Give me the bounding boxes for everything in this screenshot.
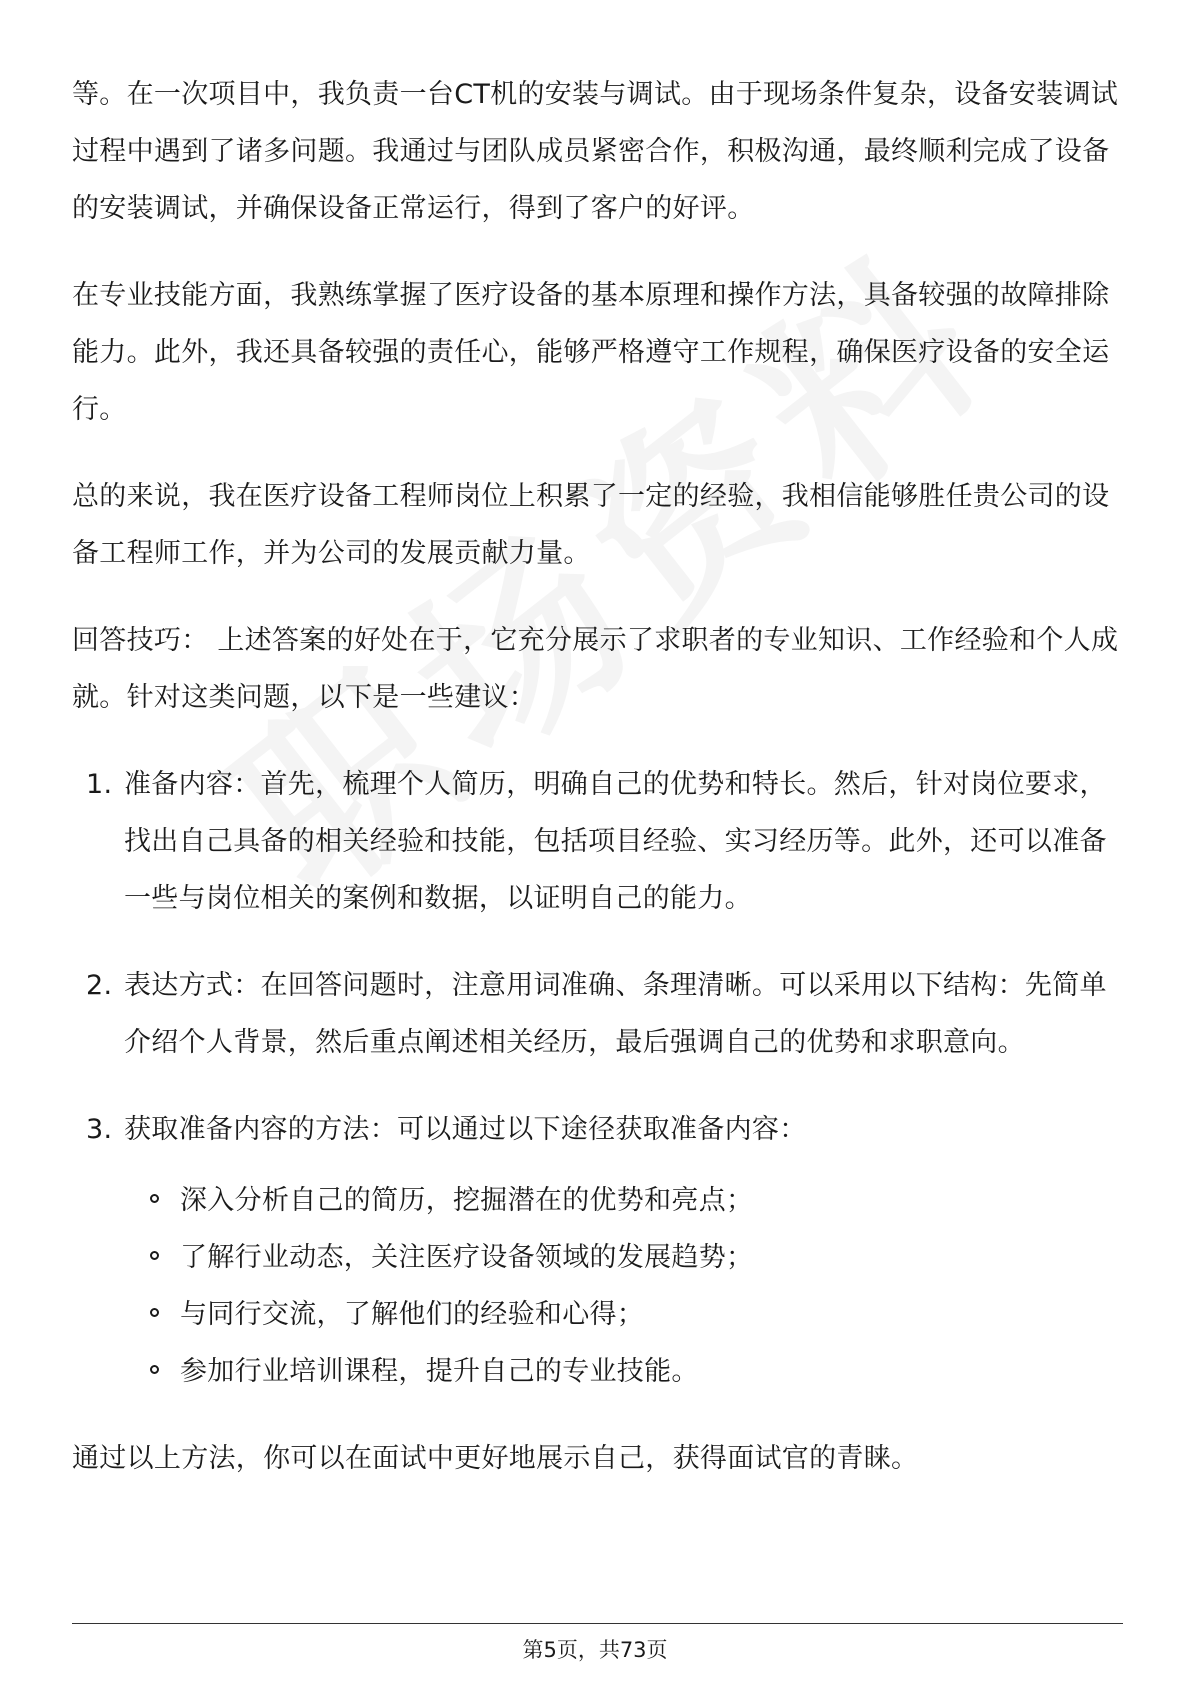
bullet-text: 与同行交流，了解他们的经验和心得； xyxy=(180,1299,645,1330)
circle-bullet-icon xyxy=(150,1194,159,1203)
list-number: 1. xyxy=(86,769,113,800)
list-item xyxy=(72,1101,1122,1158)
footer-divider xyxy=(72,1623,1123,1624)
circle-bullet-icon xyxy=(150,1365,159,1374)
document-body xyxy=(72,66,1122,1517)
page-number: 第5页，共73页 xyxy=(522,1638,668,1662)
paragraph-answer-tips: 回答技巧： 上述答案的好处在于，它充分展示了求职者的专业知识、工作经验和个人成就。针对这类问题，以下是一些建议： xyxy=(72,625,1119,713)
tips-list xyxy=(72,756,1122,1158)
list-item-text: 表达方式：在回答问题时，注意用词准确、条理清晰。可以采用以下结构：先简单介绍个人背景，然后重点阐述相关经历，最后强调自己的优势和求职意向。 xyxy=(124,970,1107,1058)
list-item xyxy=(72,957,1122,1071)
list-number: 3. xyxy=(86,1114,113,1145)
circle-bullet-icon xyxy=(150,1251,159,1260)
bullet-text: 参加行业培训课程，提升自己的专业技能。 xyxy=(180,1356,699,1387)
list-item-text: 获取准备内容的方法：可以通过以下途径获取准备内容： xyxy=(124,1114,807,1145)
bullet-text: 深入分析自己的简历，挖掘潜在的优势和亮点； xyxy=(180,1185,754,1216)
list-number: 2. xyxy=(86,970,113,1001)
bullet-item xyxy=(72,1286,1122,1343)
bullet-item xyxy=(72,1229,1122,1286)
paragraph-closing: 通过以上方法，你可以在面试中更好地展示自己，获得面试官的青睐。 xyxy=(72,1443,919,1474)
bullet-item xyxy=(72,1343,1122,1400)
paragraph-ct-project: 等。在一次项目中，我负责一台CT机的安装与调试。由于现场条件复杂，设备安装调试过程中遇到了诸多问题。我通过与团队成员紧密合作，积极沟通，最终顺利完成了设备的安装调试，并确保设备正常运行，得到了客户的好评。 xyxy=(72,79,1119,224)
method-bullets xyxy=(72,1172,1122,1400)
circle-bullet-icon xyxy=(150,1308,159,1317)
paragraph-summary: 总的来说，我在医疗设备工程师岗位上积累了一定的经验，我相信能够胜任贵公司的设备工程师工作，并为公司的发展贡献力量。 xyxy=(72,481,1110,569)
list-item xyxy=(72,756,1122,927)
bullet-text: 了解行业动态，关注医疗设备领域的发展趋势； xyxy=(180,1242,754,1273)
bullet-item xyxy=(72,1172,1122,1229)
paragraph-skills: 在专业技能方面，我熟练掌握了医疗设备的基本原理和操作方法，具备较强的故障排除能力。此外，我还具备较强的责任心，能够严格遵守工作规程，确保医疗设备的安全运行。 xyxy=(72,280,1110,425)
list-item-text: 准备内容：首先，梳理个人简历，明确自己的优势和特长。然后，针对岗位要求，找出自己具备的相关经验和技能，包括项目经验、实习经历等。此外，还可以准备一些与岗位相关的案例和数据，以证明自己的能力。 xyxy=(124,769,1107,914)
